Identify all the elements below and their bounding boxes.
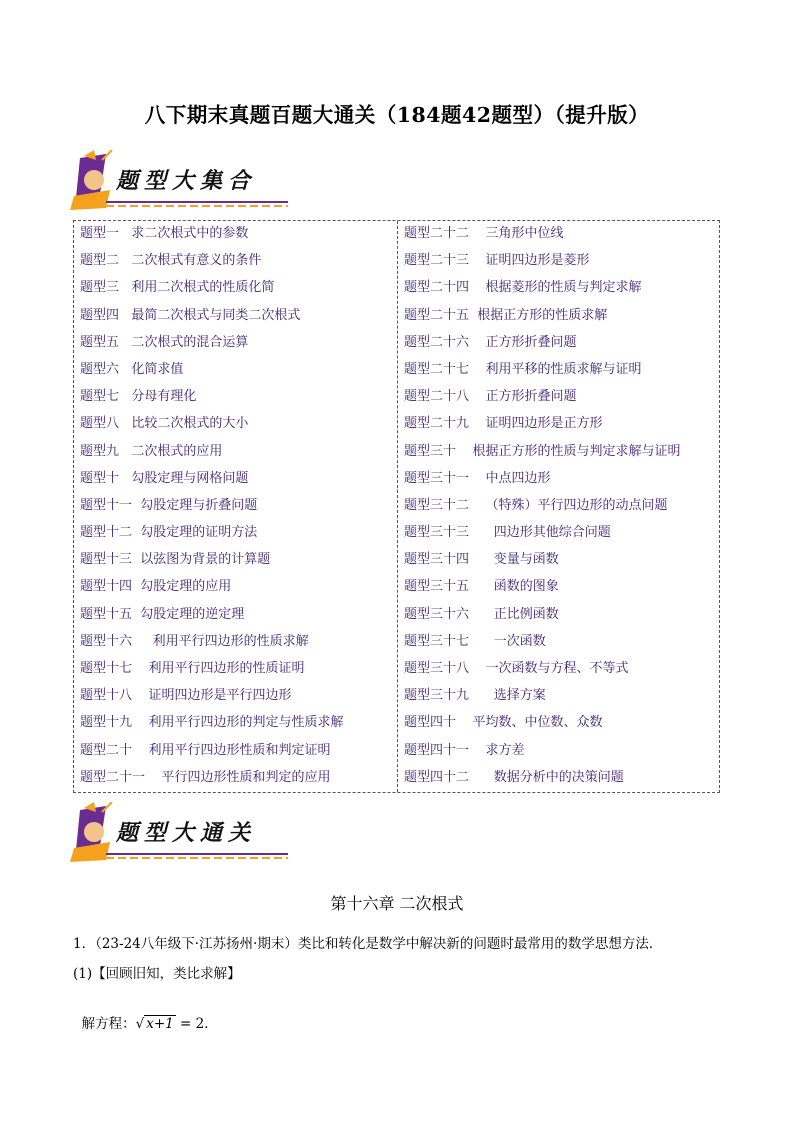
question-type-item: 题型三十八 一次函数与方程、不等式 xyxy=(404,661,629,676)
question-type-item: 题型十九 利用平行四边形的判定与性质求解 xyxy=(80,715,344,731)
question-type-item: 题型二十六 正方形折叠问题 xyxy=(404,334,577,350)
question-type-item: 题型二十五 根据正方形的性质求解 xyxy=(404,307,608,323)
question-type-item: 题型二十 利用平行四边形性质和判定证明 xyxy=(80,742,331,758)
question-type-item: 题型十七 利用平行四边形的性质证明 xyxy=(80,661,305,676)
document-title: 八下期末真题百题大通关（184题42题型）（提升版） xyxy=(144,103,650,127)
question-type-item: 题型四十二 数据分析中的决策问题 xyxy=(404,769,624,785)
question-type-item: 题型三十六 正比例函数 xyxy=(404,606,559,622)
question-type-item: 题型三十九 选择方案 xyxy=(404,688,546,704)
question-type-item: 题型二十二 三角形中位线 xyxy=(404,226,564,241)
question-type-item: 题型八 比较二次根式的大小 xyxy=(80,416,249,432)
question-type-item: 题型三十五 函数的图象 xyxy=(404,579,559,595)
question-type-item: 题型十三 以弦图为背景的计算题 xyxy=(80,552,271,568)
question-type-item: 题型十 勾股定理与网格问题 xyxy=(80,470,249,486)
left-type-column xyxy=(80,223,344,794)
column-divider xyxy=(397,221,398,792)
question-type-item: 题型三十七 一次函数 xyxy=(404,633,546,649)
question-type-item: 题型十一 勾股定理与折叠问题 xyxy=(80,497,258,513)
question-type-item: 题型五 二次根式的混合运算 xyxy=(80,334,249,350)
question-type-item: 题型七 分母有理化 xyxy=(80,389,197,405)
question-type-item: 题型十六 利用平行四边形的性质求解 xyxy=(80,633,309,649)
question-type-item: 题型六 化简求值 xyxy=(80,361,184,377)
question-type-item: 题型二 二次根式有意义的条件 xyxy=(80,253,262,269)
question-type-table xyxy=(73,220,720,793)
sqrt-symbol: √ xyxy=(135,1016,145,1032)
equation-line xyxy=(73,996,218,1032)
question-type-item: 题型十二 勾股定理的证明方法 xyxy=(80,525,258,541)
question-type-item: 题型二十四 根据菱形的性质与判定求解 xyxy=(404,280,642,296)
question-type-item: 题型二十九 证明四边形是正方形 xyxy=(404,416,603,432)
question-type-item: 题型十五 勾股定理的逆定理 xyxy=(80,606,245,622)
sub-question-heading: (1)【回顾旧知，类比求解】 xyxy=(73,966,241,982)
equation-prefix: 解方程： xyxy=(81,1016,136,1032)
question-type-item: 题型一 求二次根式中的参数 xyxy=(80,226,249,241)
question-type-item: 题型三十二 （特殊）平行四边形的动点问题 xyxy=(404,497,668,513)
question-type-item: 题型二十八 正方形折叠问题 xyxy=(404,389,577,405)
question-type-item: 题型三 利用二次根式的性质化简 xyxy=(80,280,275,296)
question-type-item: 题型四 最简二次根式与同类二次根式 xyxy=(80,307,301,323)
question-type-item: 题型四十 平均数、中位数、众数 xyxy=(404,715,603,731)
question-type-item: 题型九 二次根式的应用 xyxy=(80,443,223,459)
question-type-item: 题型十四 勾股定理的应用 xyxy=(80,579,232,595)
question-type-item: 题型四十一 求方差 xyxy=(404,742,525,758)
question-stem: 1．（23-24八年级下·江苏扬州·期末）类比和转化是数学中解决新的问题时最常用的数学思想方法． xyxy=(73,936,663,952)
equation-suffix: = 2． xyxy=(175,1016,218,1032)
question-type-item: 题型三十三 四边形其他综合问题 xyxy=(404,525,611,541)
right-type-column xyxy=(404,223,681,794)
question-type-item: 题型二十三 证明四边形是菱形 xyxy=(404,253,590,269)
question-type-item: 题型十八 证明四边形是平行四边形 xyxy=(80,688,292,704)
question-type-item: 题型三十 根据正方形的性质与判定求解与证明 xyxy=(404,443,681,459)
question-type-item: 题型二十七 利用平移的性质求解与证明 xyxy=(404,361,642,377)
question-type-item: 题型三十四 变量与函数 xyxy=(404,552,559,568)
chapter-title: 第十六章 二次根式 xyxy=(330,894,464,913)
banner-title: 题型大集合 xyxy=(116,169,257,194)
radicand: x+1 xyxy=(146,1016,174,1032)
banner-title: 题型大通关 xyxy=(116,821,257,846)
question-type-item: 题型三十一 中点四边形 xyxy=(404,470,551,486)
question-type-item: 题型二十一 平行四边形性质和判定的应用 xyxy=(80,769,331,785)
pass-banner xyxy=(66,802,296,866)
collection-banner xyxy=(66,150,296,214)
